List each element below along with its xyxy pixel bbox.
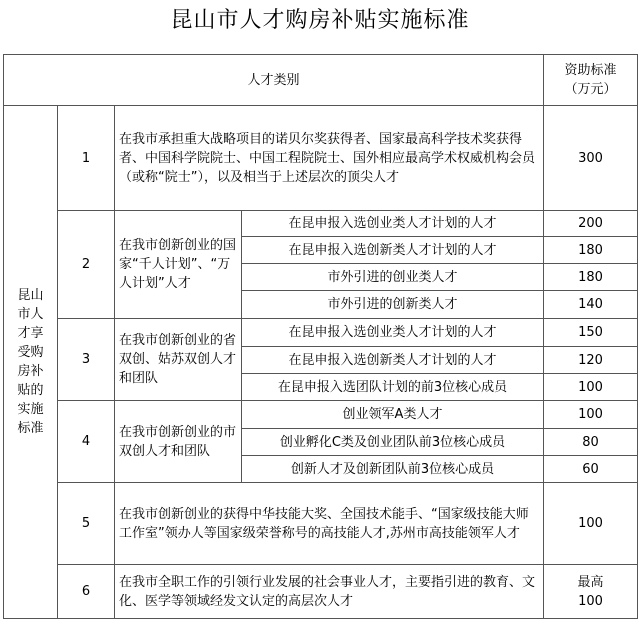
table-row	[4, 565, 638, 619]
row-amount: 120	[544, 347, 638, 374]
sub-category: 创业领军A类人才	[242, 401, 544, 429]
row-amount: 140	[544, 291, 638, 319]
sub-category: 在昆申报入选创新类人才计划的人才	[242, 347, 544, 374]
sub-category: 市外引进的创业类人才	[242, 264, 544, 291]
row-amount: 150	[544, 319, 638, 347]
table-header-row	[4, 55, 638, 106]
header-standard-line1: 资助标准	[564, 63, 617, 78]
row-amount-line1: 最高	[577, 574, 604, 590]
row-amount: 180	[544, 264, 638, 291]
row-description: 在我市承担重大战略项目的诺贝尔奖获得者、国家最高科学技术奖获得者、中国科学院院士、中国工程院院士、国外相应最高学术权威机构会员（或称“院士”），以及相当于上述层次的顶尖人才	[115, 106, 544, 211]
table-row	[4, 401, 638, 429]
sub-category: 创业孵化C类及创业团队前3位核心成员	[242, 429, 544, 456]
row-description: 在我市全职工作的引领行业发展的社会事业人才，主要指引进的教育、文化、医学等领域经发文认定的高层次人才	[115, 565, 544, 619]
table-row	[4, 211, 638, 237]
header-standard	[544, 55, 638, 106]
page-title: 昆山市人才购房补贴实施标准	[170, 8, 470, 33]
sub-category: 在昆申报入选创业类人才计划的人才	[242, 211, 544, 237]
header-category: 人才类别	[4, 55, 544, 106]
row-amount: 300	[544, 106, 638, 211]
side-label-part: 市人	[17, 307, 44, 322]
side-label-part: 房补	[17, 364, 44, 379]
row-amount: 60	[544, 456, 638, 483]
side-label-part: 实施	[17, 402, 44, 417]
side-label-part: 昆山	[17, 288, 44, 303]
row-description: 在我市创新创业的市双创人才和团队	[115, 401, 242, 483]
row-amount: 180	[544, 237, 638, 264]
row-number: 3	[58, 319, 115, 401]
row-amount: 100	[544, 401, 638, 429]
row-description: 在我市创新创业的省双创、姑苏双创人才和团队	[115, 319, 242, 401]
sub-category: 创新人才及创新团队前3位核心成员	[242, 456, 544, 483]
row-amount-line2: 100	[578, 593, 603, 609]
row-amount: 200	[544, 211, 638, 237]
sub-category: 市外引进的创新类人才	[242, 291, 544, 319]
side-label	[4, 106, 58, 619]
table-row	[4, 106, 638, 211]
row-amount: 100	[544, 374, 638, 401]
row-description: 在我市创新创业的获得中华技能大奖、全国技术能手、“国家级技能大师工作室”领办人等国家级荣誉称号的高技能人才,苏州市高技能领军人才	[115, 483, 544, 565]
row-description: 在我市创新创业的国家“千人计划”、“万人计划”人才	[115, 211, 242, 319]
table-row	[4, 483, 638, 565]
sub-category: 在昆申报入选团队计划的前3位核心成员	[242, 374, 544, 401]
row-number: 4	[58, 401, 115, 483]
table-row	[4, 319, 638, 347]
row-amount: 80	[544, 429, 638, 456]
side-label-part: 标准	[17, 421, 44, 436]
side-label-part: 贴的	[17, 383, 44, 398]
row-number: 6	[58, 565, 115, 619]
side-label-part: 才享	[17, 326, 44, 341]
row-amount: 100	[544, 483, 638, 565]
sub-category: 在昆申报入选创新类人才计划的人才	[242, 237, 544, 264]
sub-category: 在昆申报入选创业类人才计划的人才	[242, 319, 544, 347]
row-number: 1	[58, 106, 115, 211]
subsidy-table	[3, 54, 638, 619]
row-amount	[544, 565, 638, 619]
row-number: 5	[58, 483, 115, 565]
row-number: 2	[58, 211, 115, 319]
header-standard-line2: （万元）	[564, 82, 617, 97]
side-label-part: 受购	[17, 345, 44, 360]
